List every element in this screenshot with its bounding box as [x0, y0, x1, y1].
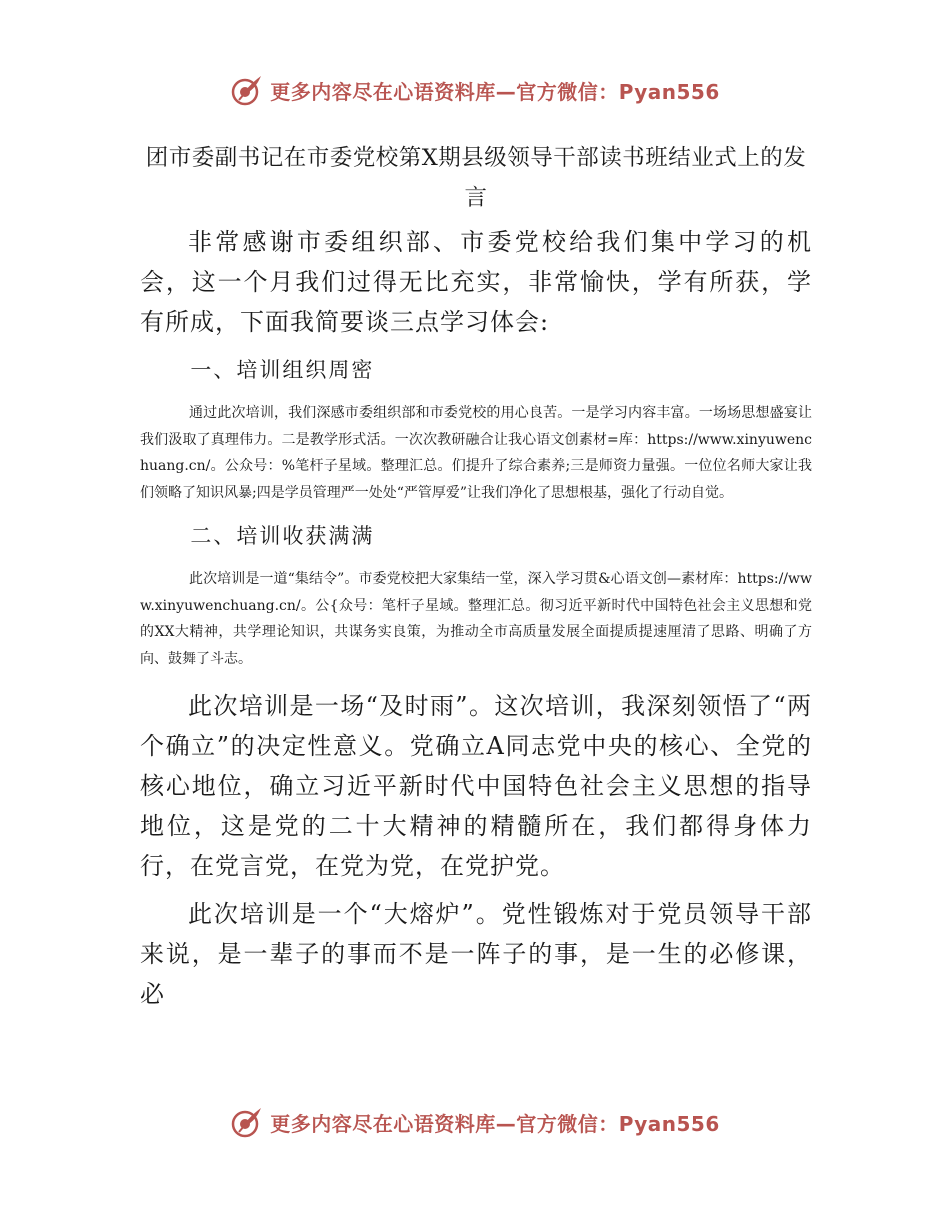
document-body — [140, 138, 812, 1022]
footer-banner — [0, 1100, 950, 1144]
banner-text: 更多内容尽在心语资料库—官方微信：Pyan556 — [270, 1111, 720, 1136]
section-heading-1: 一、培训组织周密 — [190, 358, 375, 382]
paragraph-timely-rain: 此次培训是一场“及时雨”。这次培训，我深刻领悟了“两个确立”的决定性意义。党确立A同志党中央的核心、全党的核心地位，确立习近平新时代中国特色社会主义思想的指导地位，这是党的二十大精神的精髓所在，我们都得身体力行，在党言党，在党为党，在党护党。 — [140, 692, 812, 880]
paragraph-furnace: 此次培训是一个“大熔炉”。党性锻炼对于党员领导干部来说，是一辈子的事而不是一阵子的事，是一生的必修课，必 — [140, 900, 812, 1008]
section-2-body: 此次培训是一道“集结令”。市委党校把大家集结一堂，深入学习贯&心语文创—素材库：https://www.xinyuwenchuang.cn/。公{众号：笔杆子星域。整理汇总。彻习近平新时代中国特色社会主义思想和党的XX大精神，共学理论知识，共谋务实良策，为推动全市高质量发展全面提质提速厘清了思路、明确了方向、鼓舞了斗志。 — [140, 571, 812, 667]
feather-seal-icon — [230, 73, 264, 107]
document-title: 团市委副书记在市委党校第X期县级领导干部读书班结业式上的发言 — [145, 145, 807, 211]
header-banner — [0, 68, 950, 112]
feather-seal-icon — [230, 1105, 264, 1139]
intro-paragraph: 非常感谢市委组织部、市委党校给我们集中学习的机会，这一个月我们过得无比充实，非常愉快，学有所获，学有所成，下面我简要谈三点学习体会: — [140, 228, 812, 336]
section-1-body: 通过此次培训，我们深感市委组织部和市委党校的用心良苦。一是学习内容丰富。一场场思想盛宴让我们汲取了真理伟力。二是教学形式活。一次次教研融合让我心语文创素材=库：https://www.xinyuwenchuang.cn/。公众号：%笔杆子星域。整理汇总。们提升了综合素养;三是师资力量强。一位位名师大家让我们领略了知识风暴;四是学员管理严一处处“严管厚爱”让我们净化了思想根基，强化了行动自觉。 — [140, 405, 812, 501]
banner-text: 更多内容尽在心语资料库—官方微信：Pyan556 — [270, 79, 720, 104]
section-heading-2: 二、培训收获满满 — [190, 524, 375, 548]
